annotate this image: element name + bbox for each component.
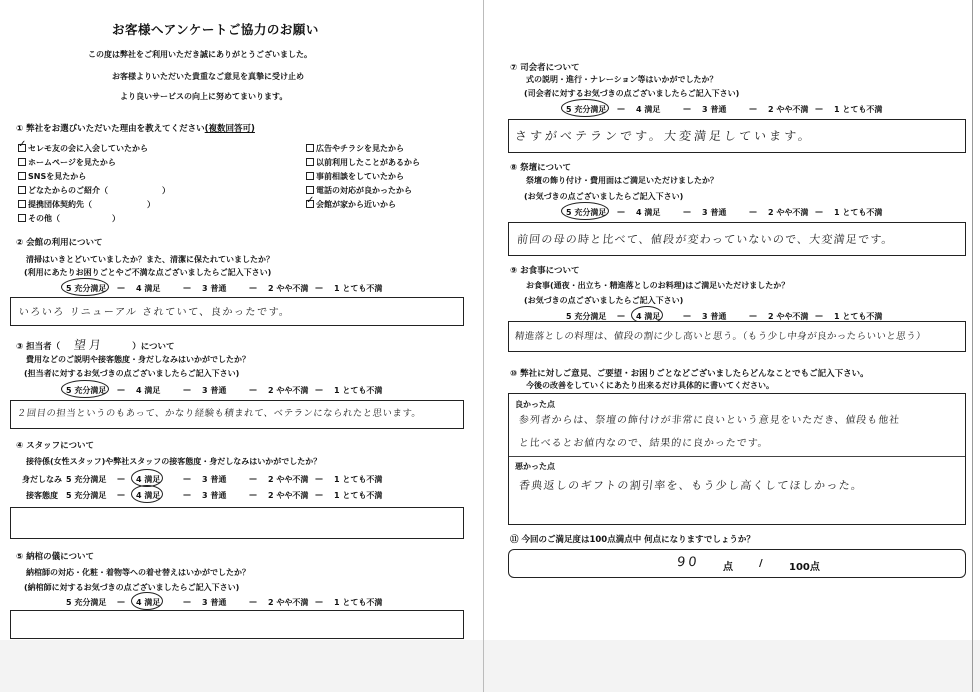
q9-question: お食事(通夜・出立ち・精進落としのお料理)はご満足いただけましたか？ [526, 281, 790, 290]
rating-option[interactable]: 2 やや不満 [768, 105, 809, 114]
rating-option[interactable]: 5 充分満足 [566, 105, 607, 114]
q1-checkbox[interactable] [18, 186, 26, 194]
rating-option[interactable]: 1 とても不満 [834, 208, 883, 217]
check-mark-icon: ✓ [306, 195, 315, 206]
scale-separator: — [749, 311, 757, 320]
rating-option[interactable]: 1 とても不満 [834, 105, 883, 114]
rating-option[interactable]: 5 充分満足 [66, 284, 107, 293]
scale-separator: — [183, 597, 191, 606]
rating-option[interactable]: 1 とても不満 [334, 386, 383, 395]
rating-option[interactable]: 2 やや不満 [268, 386, 309, 395]
q7-heading: ⑦ 司会者について [510, 63, 580, 73]
q1-checkbox[interactable] [306, 172, 314, 180]
rating-option[interactable]: 3 普通 [202, 598, 227, 607]
q1-checkbox[interactable] [18, 200, 26, 208]
rating-option[interactable]: 2 やや不満 [268, 475, 309, 484]
rating-option[interactable]: 3 普通 [202, 491, 227, 500]
q11-slash: / [759, 558, 763, 569]
q11-heading: ⑪ 今回のご満足度は100点満点中 何点になりますでしょうか？ [510, 535, 755, 545]
q4-comment-box[interactable] [10, 507, 464, 539]
scale-separator: — [315, 283, 323, 292]
q10-separator [509, 456, 965, 457]
q2-prompt: (利用にあたりお困りごとやご不満な点ございましたらご記入下さい) [24, 268, 272, 277]
selected-rating-circle [131, 485, 163, 503]
bad-points-comment: 香典返しのギフトの割引率を、もう少し高くしてほしかった。 [518, 479, 865, 492]
rating-option[interactable]: 1 とても不満 [334, 284, 383, 293]
q1-checkbox[interactable] [306, 158, 314, 166]
rating-option[interactable]: 4 満足 [636, 208, 661, 217]
q1-option-label: 事前相談をしていたから [316, 172, 404, 181]
rating-option[interactable]: 3 普通 [702, 105, 727, 114]
page-title: お客様へアンケートご協力のお願い [112, 22, 319, 37]
q8-question: 祭壇の飾り付け・費用面はご満足いただけましたか？ [526, 176, 718, 185]
rating-option[interactable]: 5 充分満足 [66, 598, 107, 607]
q4-heading: ④ スタッフについて [16, 441, 94, 451]
q1-option-label: 会館が家から近いから [316, 200, 396, 209]
scale-separator: — [117, 597, 125, 606]
rating-option[interactable]: 4 満足 [636, 312, 661, 321]
selected-rating-circle [61, 380, 109, 398]
q11-score: 90 [676, 555, 701, 570]
bad-points-label: 悪かった点 [515, 462, 555, 471]
q1-option-label: 電話の対応が良かったから [316, 186, 412, 195]
rating-option[interactable]: 1 とても不満 [834, 312, 883, 321]
scale-separator: — [249, 474, 257, 483]
scale-separator: — [815, 311, 823, 320]
q4-row-label-2: 接客態度 [26, 491, 58, 500]
rating-option[interactable]: 2 やや不満 [268, 284, 309, 293]
q4-question: 接待係(女性スタッフ)や弊社スタッフの接客態度・身だしなみはいかがでしたか？ [26, 457, 322, 466]
scale-separator: — [617, 207, 625, 216]
rating-option[interactable]: 2 やや不満 [268, 491, 309, 500]
q2-question: 清掃はいきとどいていましたか？また、清潔に保たれていましたか？ [26, 255, 274, 264]
q3-heading: ③ 担当者（ 望月 ）について [16, 338, 175, 352]
scale-separator: — [749, 104, 757, 113]
q3-question: 費用などのご説明や接客態度・身だしなみはいかがでしたか？ [26, 355, 250, 364]
rating-option[interactable]: 5 充分満足 [66, 386, 107, 395]
q8-prompt: (お気づきの点ございましたらご記入下さい) [524, 192, 684, 201]
q5-comment-box[interactable] [10, 610, 464, 639]
q2-comment: いろいろ リニューアル されていて、良かったです。 [18, 307, 292, 318]
q1-heading: ① 弊社をお選びいただいた理由を教えてください(複数回答可) [16, 124, 255, 134]
rating-option[interactable]: 3 普通 [702, 312, 727, 321]
q3-staff-name: 望月 [73, 338, 105, 352]
scale-separator: — [683, 311, 691, 320]
selected-rating-circle [131, 592, 163, 610]
good-points-label: 良かった点 [515, 400, 555, 409]
rating-option[interactable]: 3 普通 [702, 208, 727, 217]
q1-checkbox[interactable] [306, 144, 314, 152]
rating-option[interactable]: 1 とても不満 [334, 491, 383, 500]
q11-max-score: 100点 [789, 562, 820, 573]
q1-checkbox[interactable] [306, 186, 314, 194]
rating-option[interactable]: 4 満足 [136, 386, 161, 395]
rating-option[interactable]: 4 満足 [136, 284, 161, 293]
scale-separator: — [183, 283, 191, 292]
q1-option-label: 以前利用したことがあるから [316, 158, 420, 167]
scale-separator: — [315, 385, 323, 394]
q10-heading: ⑩ 弊社に対しご意見、ご要望・お困りごとなどございましたらどんなことでもご記入下さい。 [510, 369, 869, 379]
q1-option-label: SNSを見たから [28, 172, 87, 181]
scale-separator: — [249, 490, 257, 499]
q5-question: 納棺師の対応・化粧・着物等への着せ替えはいかがでしたか？ [26, 568, 250, 577]
rating-option[interactable]: 4 満足 [136, 475, 161, 484]
scale-separator: — [117, 385, 125, 394]
q1-option-label: どなたからのご紹介（ [28, 186, 108, 195]
q2-comment-box[interactable] [10, 297, 464, 326]
scale-separator: — [315, 474, 323, 483]
q4-row-label-1: 身だしなみ [22, 475, 62, 484]
q1-option-close: ） [112, 214, 120, 223]
scale-separator: — [117, 283, 125, 292]
rating-option[interactable]: 5 充分満足 [66, 491, 107, 500]
q9-comment-box[interactable] [508, 321, 966, 352]
q11-score-unit: 点 [723, 562, 733, 573]
q1-option-close: ） [162, 186, 170, 195]
scale-separator: — [249, 385, 257, 394]
q1-option-label: 広告やチラシを見たから [316, 144, 404, 153]
scale-separator: — [683, 104, 691, 113]
scale-separator: — [249, 597, 257, 606]
selected-rating-circle [561, 99, 609, 117]
q5-prompt: (納棺師に対するお気づきの点ございましたらご記入下さい) [24, 583, 240, 592]
good-points-line-2: と比べるとお値内なので、結果的に良かったです。 [518, 438, 770, 449]
rating-option[interactable]: 5 充分満足 [566, 208, 607, 217]
good-points-line-1: 参列者からは、祭壇の飾付けが非常に良いという意見をいただき、値段も他社 [518, 415, 901, 426]
q3-comment-box[interactable] [10, 400, 464, 429]
rating-option[interactable]: 5 充分満足 [66, 475, 107, 484]
rating-option[interactable]: 2 やや不満 [768, 312, 809, 321]
q1-checkbox[interactable] [18, 214, 26, 222]
rating-option[interactable]: 2 やや不満 [268, 598, 309, 607]
q1-checkbox[interactable] [18, 139, 27, 152]
q9-prompt: (お気づきの点ございましたらご記入下さい) [524, 296, 684, 305]
intro-line-3: より良いサービスの向上に努めてまいります。 [120, 92, 288, 101]
rating-option[interactable]: 3 普通 [202, 386, 227, 395]
scan-margin [0, 640, 980, 692]
page-divider [483, 0, 484, 692]
scale-separator: — [815, 104, 823, 113]
intro-line-1: この度は弊社をご利用いただき誠にありがとうございました。 [88, 50, 312, 59]
scale-separator: — [315, 490, 323, 499]
q1-option-label: ホームページを見たから [28, 158, 116, 167]
q8-comment-box[interactable] [508, 222, 966, 256]
scale-separator: — [617, 104, 625, 113]
rating-option[interactable]: 3 普通 [202, 475, 227, 484]
page-edge [972, 0, 973, 692]
scale-separator: — [249, 283, 257, 292]
rating-option[interactable]: 2 やや不満 [768, 208, 809, 217]
q2-heading: ② 会館の利用について [16, 238, 103, 248]
q1-checkbox[interactable] [18, 158, 26, 166]
selected-rating-circle [61, 278, 109, 296]
q1-checkbox[interactable] [306, 195, 315, 208]
q1-option-label: 提携団体契約先（ [28, 200, 92, 209]
rating-option[interactable]: 4 満足 [136, 598, 161, 607]
q1-option-label: セレモ友の会に入会していたから [28, 144, 148, 153]
scale-separator: — [117, 490, 125, 499]
q8-heading: ⑧ 祭壇について [510, 163, 571, 173]
q9-heading: ⑨ お食事について [510, 266, 580, 276]
scale-separator: — [183, 385, 191, 394]
q7-comment: さすがベテランです。大変満足しています。 [514, 129, 814, 143]
scale-separator: — [815, 207, 823, 216]
q3-comment: ２回目の担当というのもあって、かなり経験も積まれて、ベテランになられたと思います。 [16, 408, 422, 419]
q1-option-label: その他（ [28, 214, 60, 223]
q10-subheading: 今後の改善をしていくにあたり出来るだけ具体的に書いてください。 [526, 381, 774, 390]
scale-separator: — [183, 474, 191, 483]
q5-heading: ⑤ 納棺の儀について [16, 552, 94, 562]
q3-prompt: (担当者に対するお気づきの点ございましたらご記入下さい) [24, 369, 240, 378]
q7-comment-box[interactable] [508, 119, 966, 153]
q9-comment: 精進落としの料理は、値段の割に少し高いと思う。（もう少し中身が良かったらいいと思う） [514, 331, 927, 342]
q8-comment: 前回の母の時と比べて、値段が変わっていないので、大変満足です。 [516, 233, 895, 246]
check-mark-icon: ✓ [18, 139, 27, 150]
rating-option[interactable]: 4 満足 [636, 105, 661, 114]
scale-separator: — [117, 474, 125, 483]
intro-line-2: お客様よりいただいた貴重なご意見を真摯に受け止め [112, 72, 304, 81]
scale-separator: — [617, 311, 625, 320]
scale-separator: — [749, 207, 757, 216]
rating-option[interactable]: 3 普通 [202, 284, 227, 293]
q7-prompt: (司会者に対するお気づきの点ございましたらご記入下さい) [524, 89, 740, 98]
rating-option[interactable]: 1 とても不満 [334, 598, 383, 607]
selected-rating-circle [561, 202, 609, 220]
q1-checkbox[interactable] [18, 172, 26, 180]
rating-option[interactable]: 5 充分満足 [566, 312, 607, 321]
rating-option[interactable]: 1 とても不満 [334, 475, 383, 484]
scale-separator: — [183, 490, 191, 499]
scale-separator: — [315, 597, 323, 606]
q7-question: 式の説明・進行・ナレーション等はいかがでしたか？ [526, 75, 718, 84]
scale-separator: — [683, 207, 691, 216]
q10-comment-box[interactable] [508, 393, 966, 525]
rating-option[interactable]: 4 満足 [136, 491, 161, 500]
q1-option-close: ） [147, 200, 155, 209]
q11-score-box[interactable] [508, 549, 966, 578]
